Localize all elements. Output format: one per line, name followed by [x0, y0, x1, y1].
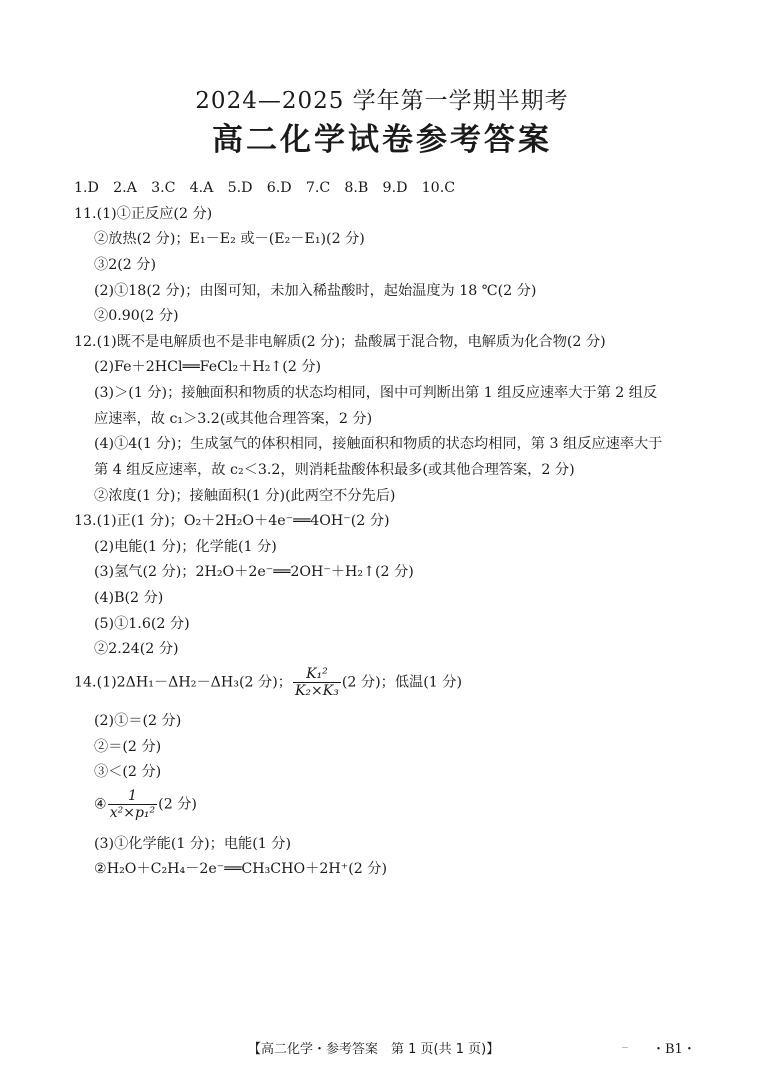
q14-1-text-post: (2 分)；低温(1 分) — [341, 674, 462, 691]
fraction-numerator: K₁² — [306, 666, 328, 682]
q14-line: (3)①化学能(1 分)；电能(1 分) — [94, 836, 291, 852]
q12-line: (4)①4(1 分)；生成氢气的体积相同，接触面积和物质的状态均相同，第 3 组反应速率大于 — [94, 436, 663, 452]
q13-line: ②2.24(2 分) — [94, 641, 179, 657]
equilibrium-constant-fraction — [293, 666, 341, 699]
q14-5-text-post: (2 分) — [158, 796, 197, 813]
q11-line: ③2(2 分) — [94, 257, 157, 273]
q12-line: ②浓度(1 分)；接触面积(1 分)(此两空不分先后) — [94, 488, 396, 504]
q14-line: ②＝(2 分) — [94, 739, 162, 755]
answer-key-title: 高二化学试卷参考答案 — [212, 122, 552, 158]
q12-line: (2)Fe＋2HCl══FeCl₂＋H₂↑(2 分) — [94, 359, 322, 375]
q13-line: (2)电能(1 分)；化学能(1 分) — [94, 539, 277, 555]
q14-1-text: 14.(1)2ΔH₁－ΔH₂－ΔH₃(2 分)； — [74, 674, 292, 691]
page-footer: 【高二化学・参考答案 第 1 页(共 1 页)】 — [248, 1042, 500, 1057]
q13-line: (3)氢气(2 分)；2H₂O＋2e⁻══2OH⁻＋H₂↑(2 分) — [94, 564, 414, 580]
fraction-numerator: 1 — [127, 788, 137, 804]
kp-fraction — [108, 788, 157, 821]
q12-line: 12.(1)既不是电解质也不是非电解质(2 分)；盐酸属于混合物，电解质为化合物(2 分) — [74, 334, 606, 350]
q13-line: (4)B(2 分) — [94, 590, 164, 606]
q14-5-text: ④ — [94, 796, 107, 813]
q14-line: ③＜(2 分) — [94, 764, 162, 780]
q14-line-5 — [94, 788, 197, 821]
q12-line: 第 4 组反应速率，故 c₂＜3.2，则消耗盐酸体积最多(或其他合理答案，2 分) — [94, 462, 575, 478]
q12-line: 应速率，故 c₁＞3.2(或其他合理答案，2 分) — [94, 411, 373, 427]
q14-line: (2)①＝(2 分) — [94, 713, 182, 729]
fraction-denominator: K₂×K₃ — [294, 683, 339, 699]
q11-line: ②0.90(2 分) — [94, 308, 179, 324]
q11-line: (2)①18(2 分)；由图可知，未加入稀盐酸时，起始温度为 18 ℃(2 分) — [94, 283, 537, 299]
exam-title: 2024—2025 学年第一学期半期考 — [195, 88, 569, 114]
q12-line: (3)＞(1 分)；接触面积和物质的状态均相同，图中可判断出第 1 组反应速率大于第 2 组反 — [94, 385, 658, 401]
q14-line-1 — [74, 666, 462, 699]
q13-line: (5)①1.6(2 分) — [94, 616, 190, 632]
divider — [622, 1047, 628, 1048]
q13-line: 13.(1)正(1 分)；O₂＋2H₂O＋4e⁻══4OH⁻(2 分) — [74, 513, 390, 529]
fraction-denominator: x²×p₁² — [109, 805, 156, 821]
mc-answers: 1.D 2.A 3.C 4.A 5.D 6.D 7.C 8.B 9.D 10.C — [74, 180, 456, 196]
q11-line: 11.(1)①正反应(2 分) — [74, 206, 213, 222]
page-code: ・B1・ — [652, 1042, 696, 1057]
q14-line: ②H₂O＋C₂H₄－2e⁻══CH₃CHO＋2H⁺(2 分) — [94, 861, 388, 877]
q11-line: ②放热(2 分)；E₁－E₂ 或－(E₂－E₁)(2 分) — [94, 231, 365, 247]
